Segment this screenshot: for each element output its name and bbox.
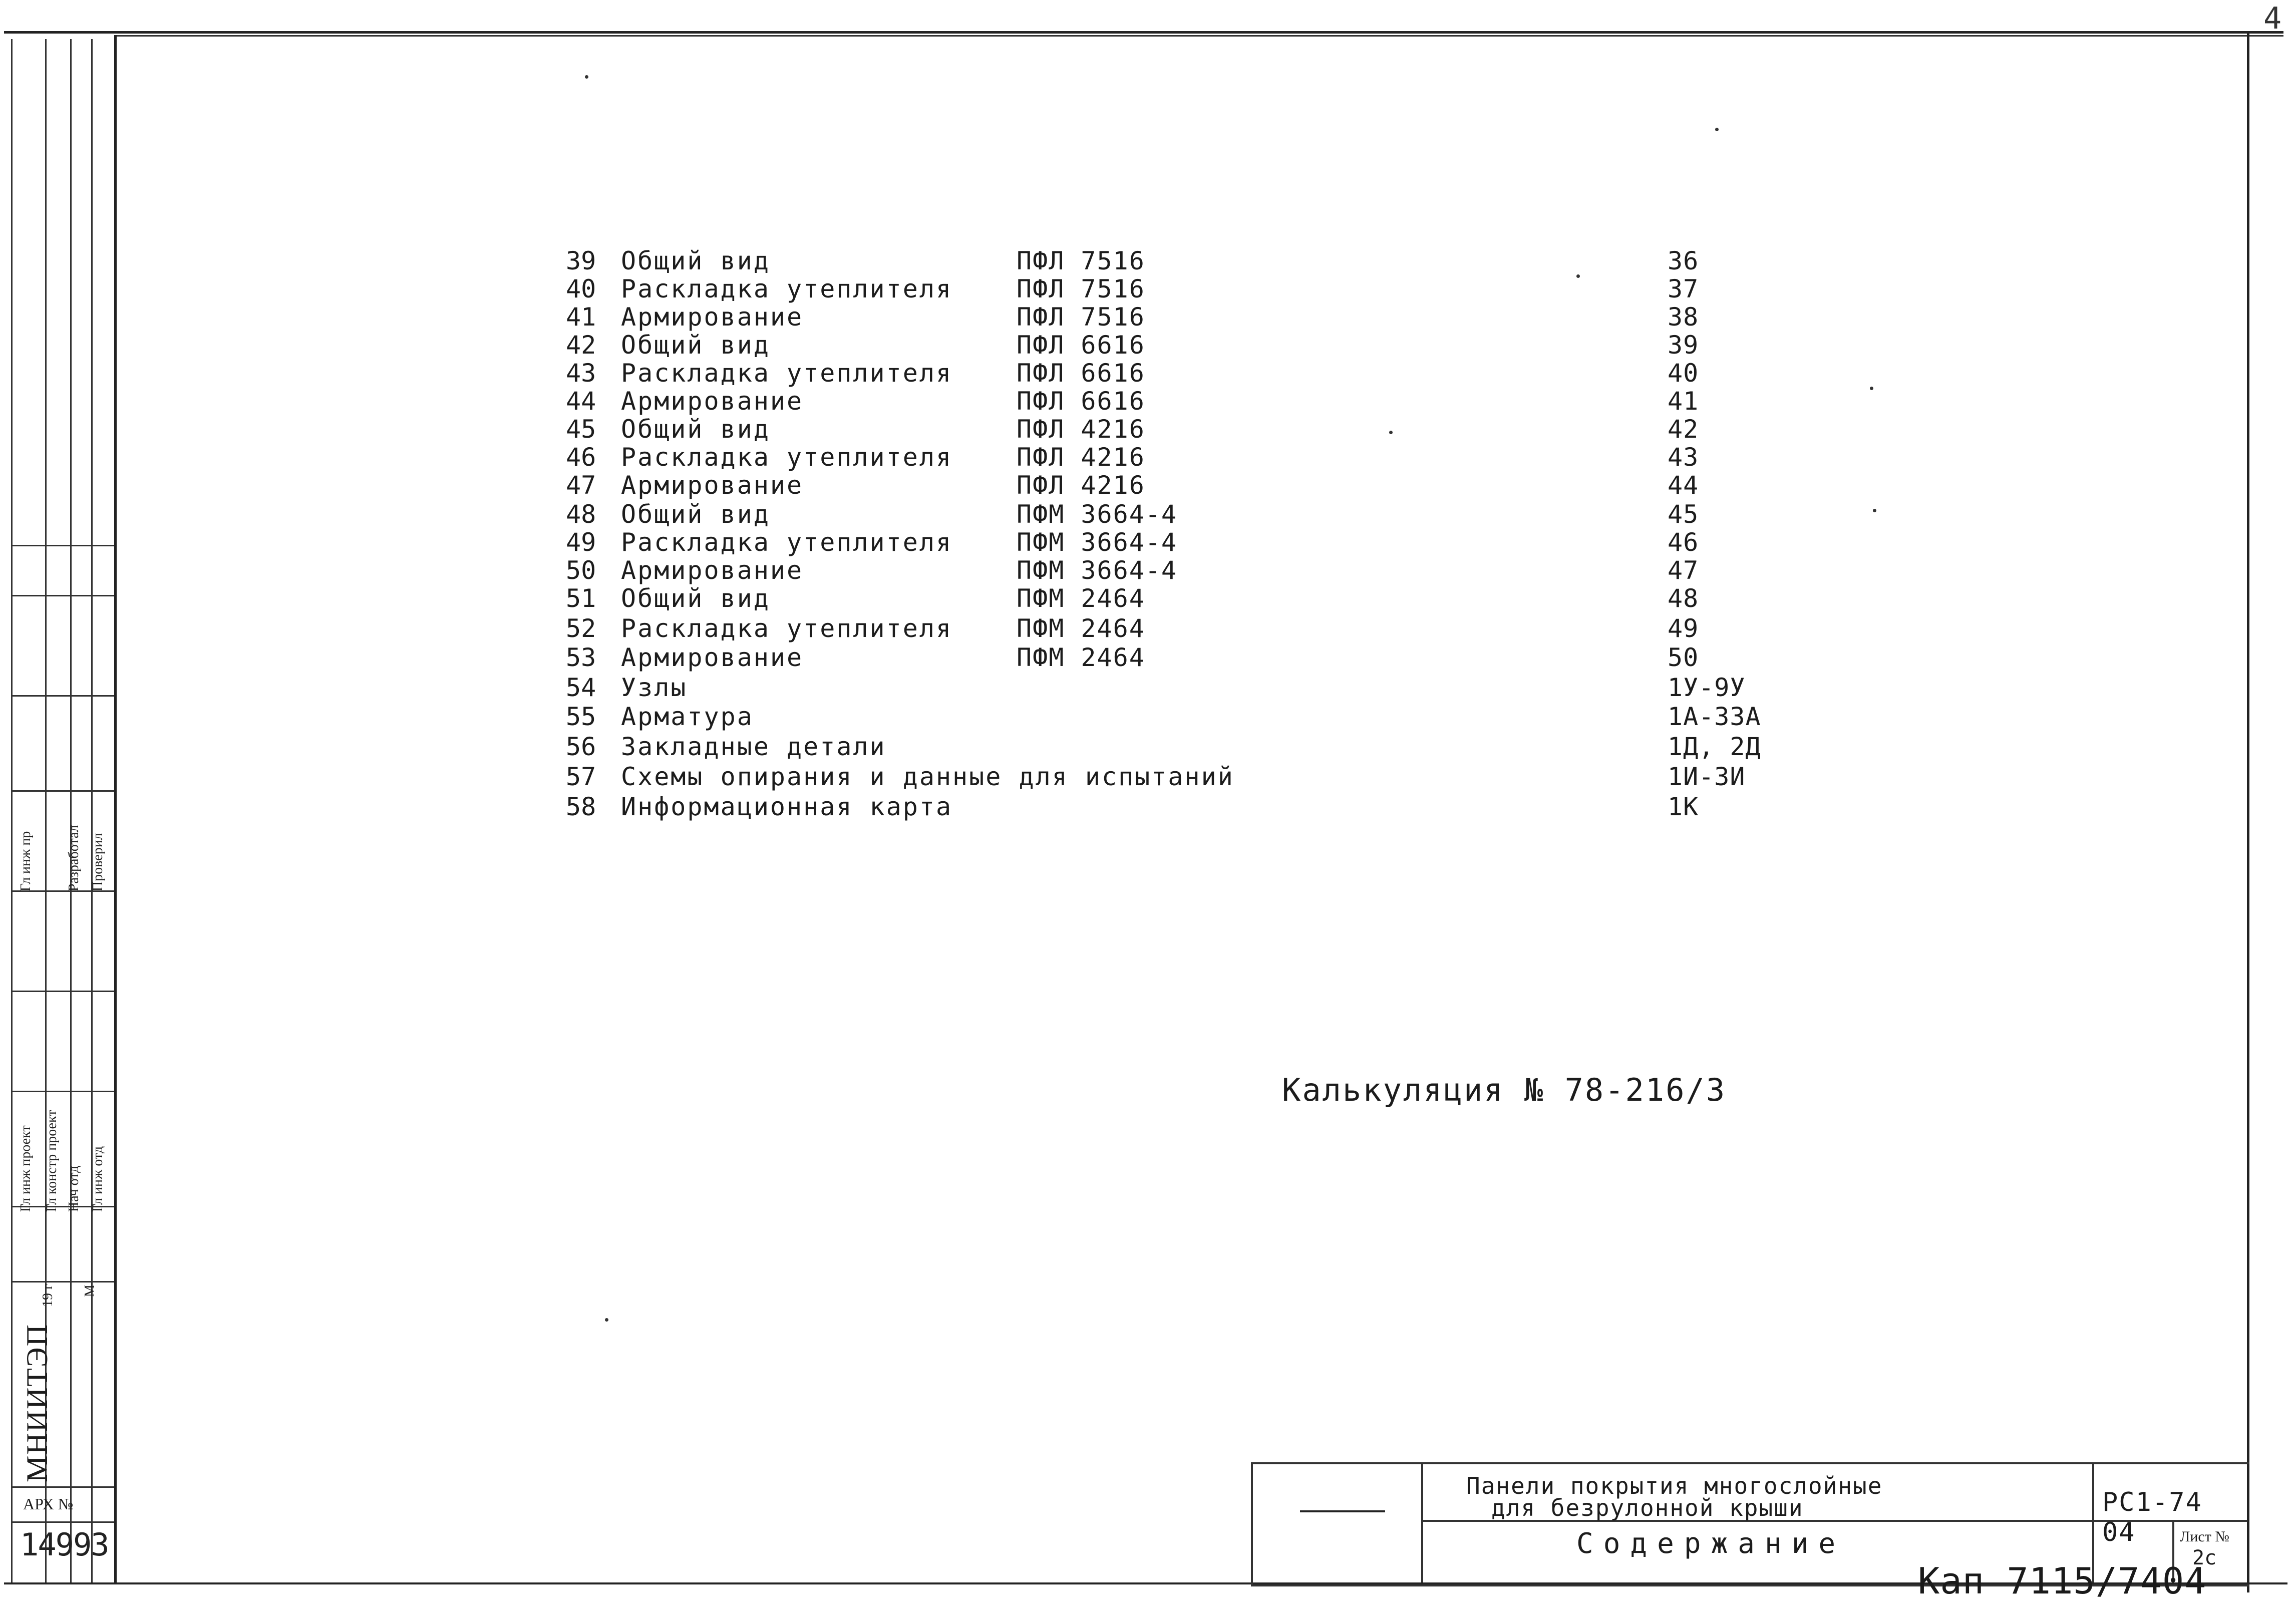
scan-speck [1389,431,1393,434]
stamp-label-gl-konstr-proekta: Гл констр проект [44,1110,60,1212]
item-number: 53 [566,643,596,672]
frame-right-line [2247,31,2249,1592]
item-number: 56 [566,732,596,761]
item-title: Раскладка утеплителя [621,443,953,472]
scan-speck [1715,128,1719,131]
item-title: Общий вид [621,500,770,529]
contents-row [566,387,1818,415]
item-page: 1А-33А [1668,702,1761,731]
item-title: Армирование [621,471,804,500]
stamp-label-nach-otd: Нач отд [66,1165,82,1212]
item-number: 58 [566,792,596,821]
item-page: 39 [1668,331,1699,360]
item-title: Раскладка утеплителя [621,274,953,303]
item-number: 44 [566,387,596,416]
item-page: 42 [1668,415,1699,444]
item-title: Армирование [621,387,804,416]
item-number: 50 [566,556,596,585]
item-mark: ПФЛ 4216 [1017,415,1145,444]
contents-row [566,614,1818,642]
item-title: Общий вид [621,331,770,360]
item-number: 54 [566,673,596,702]
contents-row [566,556,1818,584]
archive-number: 14993 [20,1526,109,1563]
sheet-number-label: Лист № [2180,1528,2229,1545]
contents-row [566,471,1818,499]
calculation-number: Калькуляция № 78-216/3 [1282,1072,1727,1108]
item-page: 38 [1668,302,1699,332]
item-page: 44 [1668,471,1699,500]
item-page: 50 [1668,643,1699,672]
frame-top-line [4,31,2283,34]
item-mark: ПФЛ 4216 [1017,471,1145,500]
contents-row [566,415,1818,443]
stamp-label-year: 19 г [40,1284,56,1307]
item-page: 1И-3И [1668,762,1746,791]
item-title: Схемы опирания и данные для испытаний [621,762,1234,791]
sheet-corner-number: 4 [2263,1,2282,36]
contents-row [566,528,1818,556]
item-title: Раскладка утеплителя [621,614,953,643]
contents-row [566,274,1818,302]
contents-row [566,331,1818,359]
item-title: Арматура [621,702,754,731]
item-mark: ПФЛ 4216 [1017,443,1145,472]
item-title: Общий вид [621,415,770,444]
stamp-label-gl-inzh-pr: Гл инж пр [18,831,34,891]
item-mark: ПФМ 2464 [1017,584,1145,613]
frame-left-line [114,35,117,1582]
item-number: 40 [566,274,596,303]
item-page: 49 [1668,614,1699,643]
item-number: 41 [566,302,596,332]
item-page: 48 [1668,584,1699,613]
item-page: 40 [1668,359,1699,388]
item-mark: ПФМ 2464 [1017,614,1145,643]
item-number: 46 [566,443,596,472]
organization-name: МНИИТЭП [21,1324,54,1482]
item-page: 1У-9У [1668,673,1746,702]
item-number: 42 [566,331,596,360]
item-title: Общий вид [621,246,770,275]
handwritten-note: Кап 7115/7404 [1918,1560,2207,1602]
item-number: 49 [566,528,596,557]
item-page: 41 [1668,387,1699,416]
item-page: 47 [1668,556,1699,585]
stamp-label-razrabotal: Разработал [66,825,82,891]
item-number: 52 [566,614,596,643]
contents-row [566,246,1818,274]
contents-row [566,792,1818,820]
contents-row [566,762,1818,790]
item-mark: ПФЛ 6616 [1017,331,1145,360]
item-page: 36 [1668,246,1699,275]
document-title-line1: Панели покрытия многослойные [1466,1472,1883,1499]
document-code: РС1-74 04 [2102,1487,2202,1547]
sheet-number: 2с [2192,1546,2217,1569]
contents-row [566,673,1818,701]
stamp-label-proveril: Проверил [90,833,106,891]
item-title: Раскладка утеплителя [621,528,953,557]
item-page: 46 [1668,528,1699,557]
scan-speck [1873,509,1876,512]
item-mark: ПФМ 3664-4 [1017,528,1178,557]
title-block-dash [1300,1510,1385,1512]
stamp-label-m: М [82,1285,98,1297]
frame-inner-top-line [115,35,2283,37]
item-mark: ПФМ 3664-4 [1017,500,1178,529]
item-title: Армирование [621,556,804,585]
item-title: Закладные детали [621,732,886,761]
item-mark: ПФЛ 6616 [1017,387,1145,416]
scan-speck [1576,274,1580,278]
contents-row [566,500,1818,528]
item-title: Информационная карта [621,792,953,821]
item-number: 45 [566,415,596,444]
item-mark: ПФЛ 6616 [1017,359,1145,388]
item-title: Раскладка утеплителя [621,359,953,388]
scan-speck [605,1318,608,1322]
contents-row [566,702,1818,730]
item-mark: ПФЛ 7516 [1017,302,1145,332]
contents-row [566,359,1818,387]
item-mark: ПФМ 3664-4 [1017,556,1178,585]
item-title: Общий вид [621,584,770,613]
item-title: Армирование [621,643,804,672]
item-number: 51 [566,584,596,613]
item-number: 57 [566,762,596,791]
item-number: 48 [566,500,596,529]
item-mark: ПФЛ 7516 [1017,274,1145,303]
item-number: 43 [566,359,596,388]
item-number: 55 [566,702,596,731]
stamp-label-gl-inzh-proekta: Гл инж проект [18,1125,34,1212]
item-number: 39 [566,246,596,275]
item-title: Узлы [621,673,688,702]
item-title: Армирование [621,302,804,332]
item-page: 1Д, 2Д [1668,732,1761,761]
archive-label: АРХ № [23,1495,74,1513]
contents-row [566,302,1818,331]
stamp-label-gl-inzh-otd: Гл инж отд [90,1146,106,1212]
document-title-line2: для безрулонной крыши [1491,1494,1804,1521]
item-mark: ПФМ 2464 [1017,643,1145,672]
item-page: 45 [1668,500,1699,529]
document-subtitle: Содержание [1576,1527,1846,1560]
item-page: 43 [1668,443,1699,472]
item-number: 47 [566,471,596,500]
scan-speck [1870,387,1873,390]
contents-row [566,643,1818,671]
contents-row [566,584,1818,612]
contents-row [566,732,1818,760]
item-page: 1К [1668,792,1699,821]
item-mark: ПФЛ 7516 [1017,246,1145,275]
item-page: 37 [1668,274,1699,303]
contents-row [566,443,1818,471]
scan-speck [585,75,588,79]
